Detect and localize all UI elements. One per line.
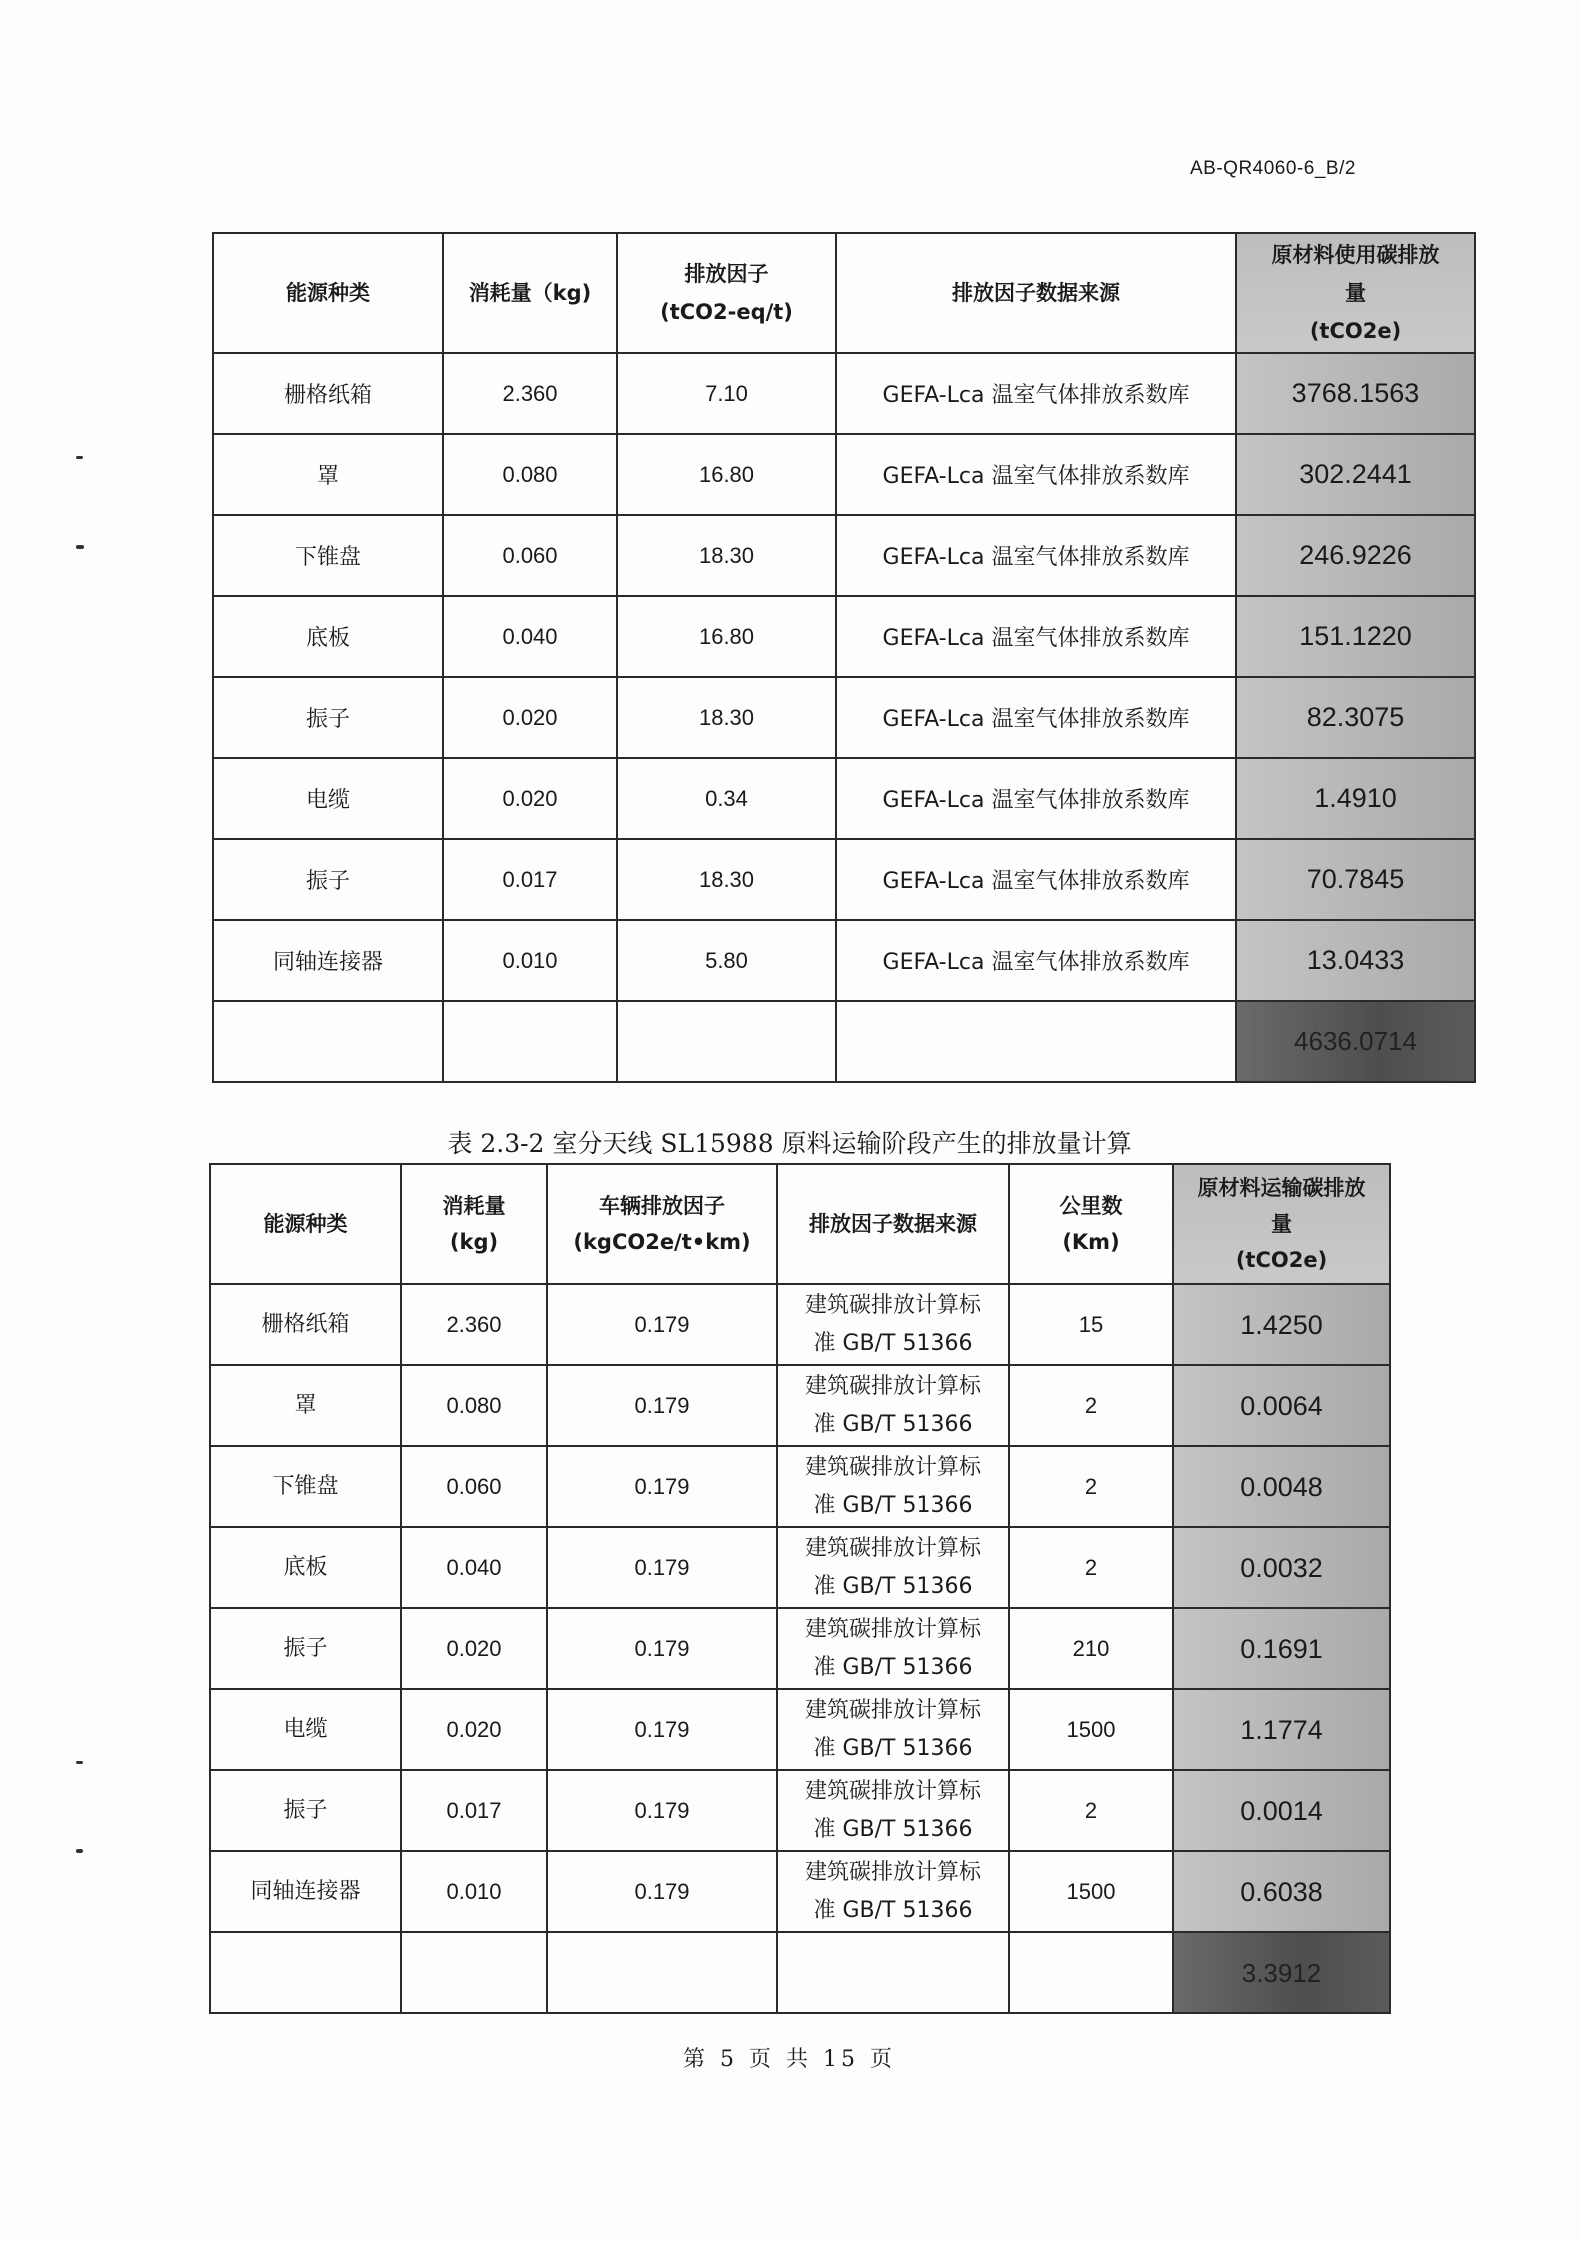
table1-cell-consumption: 0.020 [443, 758, 617, 839]
raw-material-transport-emission-table [209, 1163, 1391, 2014]
table1-cell-factor-source: GEFA-Lca 温室气体排放系数库 [836, 515, 1236, 596]
table1-header-factor-source: 排放因子数据来源 [836, 233, 1236, 353]
table2-total-empty [777, 1932, 1009, 2013]
table2-row [210, 1365, 1390, 1446]
table2-total-empty [1009, 1932, 1173, 2013]
table1-cell-emission-factor: 5.80 [617, 920, 836, 1001]
table2-cell-energy-type: 下锥盘 [210, 1446, 401, 1527]
table2-cell-transport-emission: 0.1691 [1173, 1608, 1390, 1689]
table2-total-empty [547, 1932, 777, 2013]
table2-cell-transport-emission: 0.0064 [1173, 1365, 1390, 1446]
table2-cell-factor-source: 建筑碳排放计算标 准 GB/T 51366 [777, 1527, 1009, 1608]
table2-header-consumption: 消耗量 (kg) [401, 1164, 547, 1284]
table2-cell-transport-emission: 1.4250 [1173, 1284, 1390, 1365]
table2-row [210, 1608, 1390, 1689]
table2-cell-vehicle-factor: 0.179 [547, 1527, 777, 1608]
table1-cell-consumption: 0.020 [443, 677, 617, 758]
table1-cell-energy-type: 下锥盘 [213, 515, 443, 596]
table2-total-empty [210, 1932, 401, 2013]
table1-row [213, 353, 1475, 434]
table2-cell-factor-source: 建筑碳排放计算标 准 GB/T 51366 [777, 1284, 1009, 1365]
table1-total-empty [836, 1001, 1236, 1082]
table1-cell-factor-source: GEFA-Lca 温室气体排放系数库 [836, 677, 1236, 758]
table1-total-empty [213, 1001, 443, 1082]
table2-header-distance: 公里数 (Km) [1009, 1164, 1173, 1284]
table2-cell-distance: 2 [1009, 1365, 1173, 1446]
document-code: AB-QR4060-6_B/2 [1190, 158, 1356, 179]
table2-cell-transport-emission: 0.0032 [1173, 1527, 1390, 1608]
table2-row [210, 1446, 1390, 1527]
table1-cell-usage-emission: 151.1220 [1236, 596, 1475, 677]
table2-cell-transport-emission: 0.0048 [1173, 1446, 1390, 1527]
table1-cell-usage-emission: 302.2441 [1236, 434, 1475, 515]
table1-cell-usage-emission: 1.4910 [1236, 758, 1475, 839]
table1-cell-factor-source: GEFA-Lca 温室气体排放系数库 [836, 596, 1236, 677]
table1-cell-consumption: 0.017 [443, 839, 617, 920]
table2-cell-distance: 2 [1009, 1527, 1173, 1608]
table2-row [210, 1689, 1390, 1770]
table2-cell-factor-source: 建筑碳排放计算标 准 GB/T 51366 [777, 1689, 1009, 1770]
scan-speck [76, 1849, 83, 1853]
table1-cell-usage-emission: 246.9226 [1236, 515, 1475, 596]
table1-row [213, 920, 1475, 1001]
scan-speck [76, 545, 84, 549]
table2-cell-transport-emission: 0.0014 [1173, 1770, 1390, 1851]
table2-row [210, 1527, 1390, 1608]
table2-total-value: 3.3912 [1173, 1932, 1390, 2013]
table2-cell-factor-source: 建筑碳排放计算标 准 GB/T 51366 [777, 1365, 1009, 1446]
table2-cell-vehicle-factor: 0.179 [547, 1446, 777, 1527]
page-number-footer: 第 5 页 共 15 页 [683, 2047, 896, 2072]
table2-cell-consumption: 0.017 [401, 1770, 547, 1851]
table1-row [213, 758, 1475, 839]
table1-cell-emission-factor: 0.34 [617, 758, 836, 839]
table2-cell-factor-source: 建筑碳排放计算标 准 GB/T 51366 [777, 1608, 1009, 1689]
table1-row [213, 677, 1475, 758]
table2-header-energy-type: 能源种类 [210, 1164, 401, 1284]
table2-cell-vehicle-factor: 0.179 [547, 1284, 777, 1365]
table2-cell-distance: 210 [1009, 1608, 1173, 1689]
table1-cell-energy-type: 振子 [213, 677, 443, 758]
table2-cell-energy-type: 同轴连接器 [210, 1851, 401, 1932]
table2-cell-factor-source: 建筑碳排放计算标 准 GB/T 51366 [777, 1446, 1009, 1527]
table2-cell-transport-emission: 1.1774 [1173, 1689, 1390, 1770]
table2-cell-energy-type: 栅格纸箱 [210, 1284, 401, 1365]
table1-cell-usage-emission: 82.3075 [1236, 677, 1475, 758]
table1-cell-emission-factor: 7.10 [617, 353, 836, 434]
table2-cell-factor-source: 建筑碳排放计算标 准 GB/T 51366 [777, 1851, 1009, 1932]
table2-total-row [210, 1932, 1390, 2013]
table2-cell-factor-source: 建筑碳排放计算标 准 GB/T 51366 [777, 1770, 1009, 1851]
table2-cell-consumption: 0.020 [401, 1689, 547, 1770]
table2-cell-vehicle-factor: 0.179 [547, 1770, 777, 1851]
table2-cell-consumption: 0.060 [401, 1446, 547, 1527]
table1-cell-emission-factor: 18.30 [617, 515, 836, 596]
table2-cell-vehicle-factor: 0.179 [547, 1689, 777, 1770]
table2-cell-vehicle-factor: 0.179 [547, 1608, 777, 1689]
table1-total-value: 4636.0714 [1236, 1001, 1475, 1082]
raw-material-usage-emission-table [212, 232, 1476, 1083]
table2-cell-vehicle-factor: 0.179 [547, 1365, 777, 1446]
table2-header-factor-source: 排放因子数据来源 [777, 1164, 1009, 1284]
table1-row [213, 515, 1475, 596]
table2-header-transport-emission: 原材料运输碳排放 量 (tCO2e) [1173, 1164, 1390, 1284]
table1-cell-emission-factor: 18.30 [617, 839, 836, 920]
table1-total-empty [617, 1001, 836, 1082]
table2-cell-distance: 1500 [1009, 1851, 1173, 1932]
table2-row [210, 1851, 1390, 1932]
table1-cell-energy-type: 栅格纸箱 [213, 353, 443, 434]
table1-cell-emission-factor: 16.80 [617, 596, 836, 677]
table1-cell-emission-factor: 16.80 [617, 434, 836, 515]
scan-speck [76, 456, 83, 459]
table1-total-row [213, 1001, 1475, 1082]
table2-row [210, 1770, 1390, 1851]
table1-row [213, 839, 1475, 920]
table1-header-row [213, 233, 1475, 353]
table2-cell-consumption: 0.040 [401, 1527, 547, 1608]
table1-header-energy-type: 能源种类 [213, 233, 443, 353]
table2-cell-consumption: 2.360 [401, 1284, 547, 1365]
table1-cell-energy-type: 电缆 [213, 758, 443, 839]
table2-header-row [210, 1164, 1390, 1284]
table1-cell-consumption: 0.060 [443, 515, 617, 596]
table2-cell-energy-type: 电缆 [210, 1689, 401, 1770]
table1-cell-consumption: 0.040 [443, 596, 617, 677]
table1-cell-emission-factor: 18.30 [617, 677, 836, 758]
table1-cell-factor-source: GEFA-Lca 温室气体排放系数库 [836, 434, 1236, 515]
table1-row [213, 434, 1475, 515]
table2-cell-consumption: 0.020 [401, 1608, 547, 1689]
table2-row [210, 1284, 1390, 1365]
table2-cell-energy-type: 罩 [210, 1365, 401, 1446]
table1-cell-energy-type: 同轴连接器 [213, 920, 443, 1001]
table1-cell-energy-type: 罩 [213, 434, 443, 515]
table1-header-usage-emission: 原材料使用碳排放 量 (tCO2e) [1236, 233, 1475, 353]
table1-total-empty [443, 1001, 617, 1082]
table2-cell-distance: 2 [1009, 1770, 1173, 1851]
table2-header-vehicle-factor: 车辆排放因子 (kgCO2e/t•km) [547, 1164, 777, 1284]
table2-cell-consumption: 0.010 [401, 1851, 547, 1932]
table2-cell-energy-type: 振子 [210, 1608, 401, 1689]
table2-cell-distance: 1500 [1009, 1689, 1173, 1770]
scan-speck [76, 1761, 83, 1764]
table1-cell-consumption: 2.360 [443, 353, 617, 434]
table2-caption: 表 2.3-2 室分天线 SL15988 原料运输阶段产生的排放量计算 [447, 1129, 1132, 1158]
table1-cell-energy-type: 振子 [213, 839, 443, 920]
table1-cell-energy-type: 底板 [213, 596, 443, 677]
table1-cell-factor-source: GEFA-Lca 温室气体排放系数库 [836, 920, 1236, 1001]
table2-cell-distance: 2 [1009, 1446, 1173, 1527]
table2-cell-energy-type: 振子 [210, 1770, 401, 1851]
table2-cell-transport-emission: 0.6038 [1173, 1851, 1390, 1932]
table1-cell-usage-emission: 70.7845 [1236, 839, 1475, 920]
table1-cell-usage-emission: 13.0433 [1236, 920, 1475, 1001]
table1-cell-factor-source: GEFA-Lca 温室气体排放系数库 [836, 758, 1236, 839]
table1-header-consumption: 消耗量（kg) [443, 233, 617, 353]
table1-header-emission-factor: 排放因子 (tCO2-eq/t) [617, 233, 836, 353]
table2-cell-energy-type: 底板 [210, 1527, 401, 1608]
table2-cell-vehicle-factor: 0.179 [547, 1851, 777, 1932]
table1-cell-factor-source: GEFA-Lca 温室气体排放系数库 [836, 353, 1236, 434]
table2-total-empty [401, 1932, 547, 2013]
table1-cell-consumption: 0.010 [443, 920, 617, 1001]
table1-cell-factor-source: GEFA-Lca 温室气体排放系数库 [836, 839, 1236, 920]
table2-cell-distance: 15 [1009, 1284, 1173, 1365]
table1-cell-consumption: 0.080 [443, 434, 617, 515]
table2-cell-consumption: 0.080 [401, 1365, 547, 1446]
table1-row [213, 596, 1475, 677]
table1-cell-usage-emission: 3768.1563 [1236, 353, 1475, 434]
